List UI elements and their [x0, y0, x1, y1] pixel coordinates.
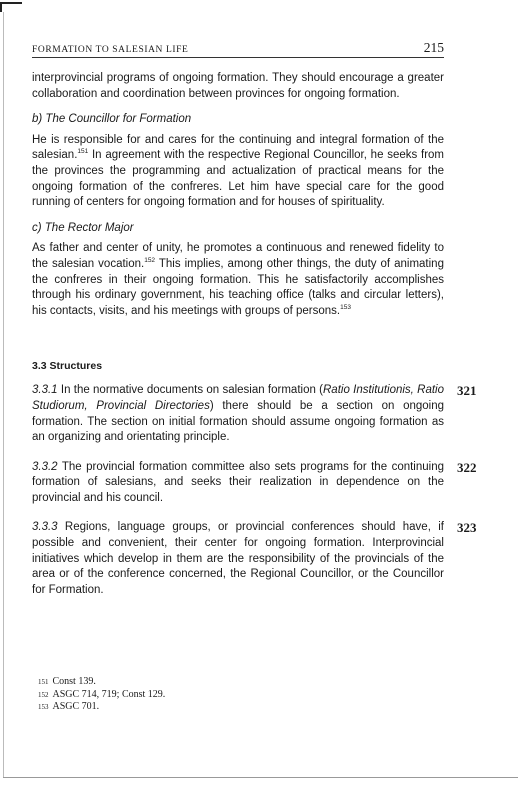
footnote-number: 151: [38, 678, 49, 686]
councillor-paragraph: [32, 133, 444, 211]
footnote-153: [38, 701, 165, 714]
page-number: 215: [423, 40, 444, 55]
margin-number-323: 323: [457, 520, 477, 536]
footnote-number: 152: [38, 690, 49, 699]
rector-heading: c) The Rector Major: [32, 221, 134, 234]
footnotes: [38, 676, 165, 714]
footnote-text: ASGC 701.: [52, 701, 100, 713]
item-3-3-1-pre: In the normative documents on salesian formation (: [57, 384, 323, 397]
item-3-3-1: [32, 383, 477, 445]
item-number: 3.3.3: [32, 521, 58, 534]
footnote-ref-151: 151: [77, 148, 89, 156]
item-3-3-1-docs: Ratio Institutionis, Ratio Studiorum, Provincial Directories: [32, 384, 444, 412]
header-rule: [32, 57, 444, 58]
item-3-3-2-body: The provincial formation committee also sets programs for the continuing formation of salesians, and seeks their realization in dependence on the provincial and his council.: [32, 460, 444, 504]
running-head: [32, 40, 444, 56]
rector-paragraph: [32, 241, 444, 319]
footnote-text: Const 139.: [52, 676, 96, 687]
item-3-3-1-text: [32, 383, 444, 445]
footnote-text: ASGC 714, 719; Const 129.: [52, 688, 166, 700]
running-head-title: FORMATION TO SALESIAN LIFE: [32, 45, 189, 55]
margin-number-322: 322: [457, 459, 477, 475]
councillor-text-b: In agreement with the respective Regional Councillor, he seeks from the provinces the programming and actualization of practical means for the ongoing formation of the confreres. Let him have special care for the good running of centers for ongoing formation and for houses of spirituality.: [32, 149, 444, 209]
intro-paragraph: interprovincial programs of ongoing formation. They should encourage a greater collaboration and coordination between provinces for ongoing formation.: [32, 72, 444, 100]
item-3-3-3-body: Regions, language groups, or provincial conferences should have, if possible and convenient, their center for ongoing formation. Interprovincial initiatives which develop in them are the responsibility of the provincials of the area or of the conference concerned, the Regional Councillor, or the Councillor for Formation.: [32, 521, 444, 596]
rector-text-b: This implies, among other things, the duty of animating the confreres in their ongoing formation. This he satisfactorily accomplishes through his ordinary government, his teaching office (talks and circular letters), his contacts, visits, and his meetings with groups of persons.: [32, 257, 444, 317]
footnote-ref-153: 153: [340, 303, 351, 311]
footnote-151: [38, 676, 165, 689]
page-edge-bottom: [3, 777, 518, 778]
margin-number-321: 321: [457, 383, 477, 399]
item-number: 3.3.1: [32, 384, 58, 397]
footnote-number: 153: [38, 703, 49, 712]
rector-text-a: As father and center of unity, he promotes a continuous and renewed fidelity to the salesian vocation.: [32, 242, 444, 270]
item-3-3-1-post: ) there should be a section on ongoing formation. The section on initial formation should assume ongoing formation as an organizing and orientating principle.: [32, 399, 445, 444]
footnote-152: [38, 689, 165, 702]
item-3-3-2-text: [32, 460, 444, 507]
footnote-ref-152: 152: [144, 256, 156, 264]
page-corner-mark: [0, 0, 22, 10]
item-3-3-3: [32, 520, 477, 598]
page-content: [32, 71, 477, 598]
item-number: 3.3.2: [32, 460, 58, 473]
structures-heading: 3.3 Structures: [32, 360, 103, 373]
councillor-text-a: He is responsible for and cares for the continuing and integral formation of the salesian.: [32, 133, 444, 162]
councillor-heading: b) The Councillor for Formation: [32, 113, 192, 126]
page-edge-left: [3, 12, 4, 778]
item-3-3-3-text: [32, 520, 444, 598]
item-3-3-2: [32, 459, 477, 507]
